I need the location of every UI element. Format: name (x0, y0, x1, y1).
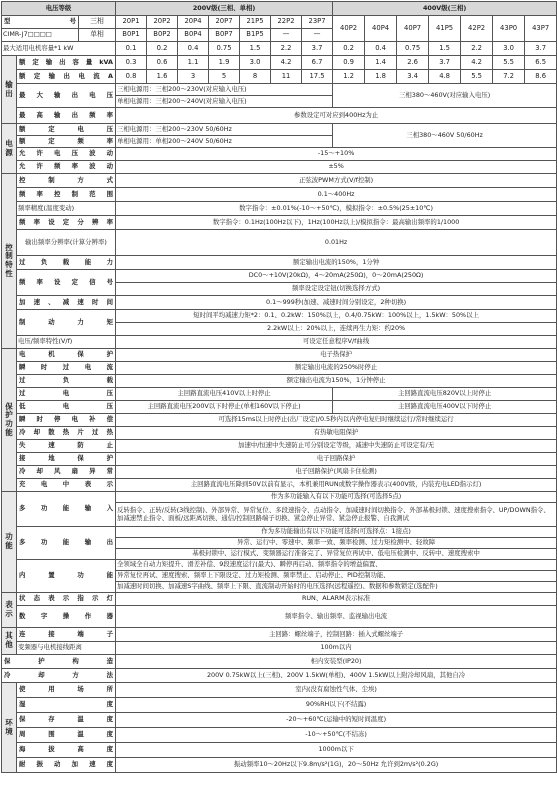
spec-value: 2.2 (461, 42, 493, 56)
spec-value: 2.2 (271, 42, 302, 56)
model-code: 20P1 (116, 16, 147, 29)
spec-value: 0.6 (147, 56, 178, 70)
spec-value: 1.6 (147, 70, 178, 84)
heatsink-value: 有热敏电阻保护 (116, 427, 557, 440)
spec-value: 4.2 (461, 56, 493, 70)
spec-value: 3.7 (429, 56, 461, 70)
spec-value: 17.5 (302, 70, 333, 84)
location-value: 室内(没有腐蚀性气体、尘埃) (116, 683, 557, 698)
section-functions: 功能 (2, 492, 17, 593)
operator-label: 数字操作器 (17, 606, 116, 628)
standard-func-label: 内置功能 (17, 560, 116, 593)
freq-fluct-label: 允许频率波动 (17, 161, 116, 174)
status-lamp-label: 状态表示指示灯 (17, 593, 116, 606)
motor-protect-value: 电子热保护 (116, 349, 557, 362)
spec-value: 11 (271, 70, 302, 84)
braking-value-b: 2.2kW以上：20%以上，连续再生力矩：约20% (116, 323, 557, 336)
overcurrent-value: 额定输出电流的250%时停止 (116, 362, 557, 375)
overload-protect-label: 过负载 (17, 375, 116, 388)
undervoltage-200: 主回路直流电压200V以下时停止(单相160V以下停止) (116, 401, 333, 414)
cooling-label: 冷却方法 (2, 669, 116, 683)
overvoltage-400: 主回路直流电压820V以上时停止 (333, 388, 557, 401)
cooling-value: 200V 0.75kW以上(三相)、200V 1.5kW(单相)、400V 1.5kW以上附冷却风扇，其他自冷 (116, 669, 557, 683)
model-code: B0P1 (116, 29, 147, 42)
section-environment: 环境 (2, 683, 17, 773)
vf-label: 电压/频率特性(V/f) (17, 336, 116, 349)
ambient-temp-value: -10～+50℃(不结冻) (116, 728, 557, 743)
set-resolution-label: 频率设定分辨率 (17, 216, 116, 230)
spec-value: 3.7 (525, 42, 557, 56)
charge-label: 充电中表示 (17, 479, 116, 492)
spec-value: 7.2 (493, 70, 525, 84)
max-freq-label: 最高输出频率 (17, 108, 116, 124)
spec-value: 0.1 (116, 42, 147, 56)
spec-value: 0.2 (333, 42, 365, 56)
freq-range-value: 0.1～400Hz (116, 188, 557, 202)
inputs-value-b: 反转指令、正转/反转(3线控制)、外部异常、异常复位、多段速指令、点动指令、加减速时间切换指令、外部基极封锁、速度搜索指令、UP/DOWN指令、加减速禁止指令、面板/远距离切换、通信/控制回路端子切换、紧急停止异常、紧急停止报警、自我测试 (116, 503, 557, 527)
spec-value: 4.8 (429, 70, 461, 84)
wiring-value: 100m以内 (116, 642, 557, 655)
model-code: 20P4 (178, 16, 209, 29)
spec-value: 1.9 (209, 56, 240, 70)
model-code: B0P2 (147, 29, 178, 42)
rated-400: 三相380～460V 50/60Hz (333, 124, 557, 148)
rated-200-single: 单相电源用：单相200～240V 50/60Hz (116, 136, 333, 148)
model-code: 41P5 (429, 16, 461, 42)
control-method-value: 正弦波PWM方式(V/f控制) (116, 174, 557, 188)
model-prefix: CIMR-J7□□□□ (2, 29, 79, 42)
max-voltage-200-single: 单相电源用：三相200～240V(对应输入电压) (116, 96, 333, 108)
model-code: 22P2 (271, 16, 302, 29)
spec-value: 1.4 (365, 56, 397, 70)
model-code: — (271, 29, 302, 42)
location-label: 使用场所 (17, 683, 116, 698)
outputs-value-b: 异常、运行中、零速中、频率一致、频率检测、过力矩检测中、轻故障 (116, 538, 557, 549)
single-phase-label: 单相 (79, 29, 116, 42)
section-control: 控制特性 (2, 174, 17, 349)
inputs-label: 多功能输入 (17, 492, 116, 527)
spec-table (1, 1, 557, 773)
standard-func-a: 全领域全自动力矩提升、滑差补偿、9段速度运行(最大)、瞬停再启动、频率指令的增益偏置、 (116, 560, 557, 571)
max-voltage-label: 最大输出电压 (17, 84, 116, 108)
model-code: 42P2 (461, 16, 493, 42)
current-label: 额定输出电流A (17, 70, 116, 84)
wiring-label: 变频器与电机接线距离 (17, 642, 116, 655)
model-code: B0P7 (209, 29, 240, 42)
voltage-class-label: 电压等级 (2, 2, 116, 16)
enclosure-label: 保护构造 (2, 655, 116, 669)
max-freq-value: 参数设定可对应到400Hz为止 (116, 108, 557, 124)
group-400v: 400V级(三相) (333, 2, 557, 16)
spec-value: 1.1 (178, 56, 209, 70)
out-resolution-value: 0.01Hz (116, 230, 557, 256)
braking-label: 制动力矩 (17, 310, 116, 336)
outputs-value-c: 基极封锁中、运行模式、变频器运行准备完了、异常复位再试中、低电压检测中、反转中、速度搜索中 (116, 549, 557, 560)
spec-value: 8.6 (525, 70, 557, 84)
freq-accuracy-value: 数字指令：±0.01%(-10～+50℃)，模拟指令：±0.5%(25±10℃) (116, 202, 557, 216)
operator-value: 频率指令、输出频率、监视输出电流 (116, 606, 557, 628)
spec-value: 5.5 (461, 70, 493, 84)
overvoltage-200: 主回路直流电压410V以上时停止 (116, 388, 333, 401)
spec-value: 0.9 (333, 56, 365, 70)
section-other: 其他 (2, 628, 17, 655)
group-200v: 200V级(三相、单相) (116, 2, 333, 16)
max-voltage-400: 三相380～460V(对应输入电压) (333, 84, 557, 108)
stall-value: 加速中/恒速中失速防止可分别设定等级，减速中失速防止可设定有/无 (116, 440, 557, 453)
section-output: 输出 (2, 56, 17, 124)
spec-value: 0.3 (116, 56, 147, 70)
braking-value-a: 短时间平均减速力矩*2：0.1、0.2kW：150%以上，0.4/0.75kW：100%以上，1.5kW：50%以上 (116, 310, 557, 323)
model-label: 型号 (2, 16, 79, 29)
spec-value: 3.4 (397, 70, 429, 84)
terminals-label: 连接端子 (17, 628, 116, 642)
freq-accuracy-label: 频率精度(温度变动) (17, 202, 116, 216)
model-code: B0P4 (178, 29, 209, 42)
storage-temp-value: -20～+60℃(运输中的短时间温度) (116, 713, 557, 728)
enclosure-value: 柜内安装型(IP20) (116, 655, 557, 669)
status-lamp-value: RUN、ALARM表示标准 (116, 593, 557, 606)
outputs-label: 多功能输出 (17, 527, 116, 560)
capacity-label: 额定输出容量kVA (17, 56, 116, 70)
standard-func-c: 加减速时间切换、加减速S字曲线、频率上下限、直流制动开始时的电压选择(远程遥控)、数据和参数锁定(选配件) (116, 582, 557, 593)
section-power: 电源 (2, 124, 17, 174)
control-method-label: 控制方式 (17, 174, 116, 188)
accel-label: 加速、减速时间 (17, 296, 116, 310)
fan-value: 电子回路保护(风扇卡住检测) (116, 466, 557, 479)
spec-value: 1.5 (240, 42, 271, 56)
overload-label: 过负载能力 (17, 256, 116, 270)
humidity-value: 90%RH以下(不结露) (116, 698, 557, 713)
overcurrent-label: 瞬时过电流 (17, 362, 116, 375)
spec-value: 1.5 (429, 42, 461, 56)
humidity-label: 湿度 (17, 698, 116, 713)
spec-value: 8 (240, 70, 271, 84)
vf-value: 可设定任意程序V/f曲线 (116, 336, 557, 349)
voltage-fluct-value: -15～+10% (116, 148, 557, 161)
spec-value: 0.8 (116, 70, 147, 84)
model-code: 21P5 (240, 16, 271, 29)
model-code: B1P5 (240, 29, 271, 42)
vibration-value: 振动频率10～20Hz以下9.8m/s²(1G)，20～50Hz 允许到2m/s²(0.2G) (116, 758, 557, 773)
spec-value: 0.4 (365, 42, 397, 56)
model-code: 40P7 (397, 16, 429, 42)
spec-value: 6.5 (525, 56, 557, 70)
ground-label: 接地保护 (17, 453, 116, 466)
model-code: 23P7 (302, 16, 333, 29)
spec-value: 5 (209, 70, 240, 84)
rated-voltage-label: 额定电压 (17, 124, 116, 136)
charge-value: 主回路直流电压降到50V以前有显示，本机兼用RUN或数字操作器表示(400V级，内装充电LED指示灯) (116, 479, 557, 492)
overload-protect-value: 额定输出电流为150%，1分钟停止 (116, 375, 557, 388)
model-code: 40P2 (333, 16, 365, 42)
spec-value: 0.2 (147, 42, 178, 56)
freq-fluct-value: ±5% (116, 161, 557, 174)
spec-value: 0.75 (397, 42, 429, 56)
terminals-value: 主回路：螺丝端子，控制回路：插入式螺丝端子 (116, 628, 557, 642)
stall-label: 失速防止 (17, 440, 116, 453)
freq-signal-value-b: 频率设定设定钮(切换选择方式) (116, 283, 557, 296)
altitude-label: 海拔高度 (17, 743, 116, 758)
voltage-fluct-label: 允许电压波动 (17, 148, 116, 161)
ambient-temp-label: 周围温度 (17, 728, 116, 743)
spec-value: 4.2 (271, 56, 302, 70)
model-code: 43P0 (493, 16, 525, 42)
spec-value: 3.7 (302, 42, 333, 56)
undervoltage-400: 主回路直流电压400V以下时停止 (333, 401, 557, 414)
model-code: 20P7 (209, 16, 240, 29)
spec-value: 6.7 (302, 56, 333, 70)
vibration-label: 耐振动加速度 (17, 758, 116, 773)
spec-value: 2.6 (397, 56, 429, 70)
spec-value: 3.0 (240, 56, 271, 70)
overvoltage-label: 过电压 (17, 388, 116, 401)
max-voltage-200-three: 三相电源用：三相200～230V(对应输入电压) (116, 84, 333, 96)
accel-value: 0.1～999秒(加速、减速时间分别设定，2种切换) (116, 296, 557, 310)
power-loss-label: 瞬时停电补偿 (17, 414, 116, 427)
spec-value: 3 (178, 70, 209, 84)
inputs-value-a: 作为多功能输入有以下功能可选择(可选择5点) (116, 492, 557, 503)
undervoltage-label: 低电压 (17, 401, 116, 414)
three-phase-label: 三相 (79, 16, 116, 29)
model-code: 40P4 (365, 16, 397, 42)
set-resolution-value: 数字指令：0.1Hz(100Hz以下)，1Hz(100Hz以上)/模拟指令：最高输出频率的1/1000 (116, 216, 557, 230)
fan-label: 冷却风扇异常 (17, 466, 116, 479)
model-code: — (302, 29, 333, 42)
model-code: 43P7 (525, 16, 557, 42)
spec-value: 3.0 (493, 42, 525, 56)
overload-value: 额定输出电流的150%，1分钟 (116, 256, 557, 270)
freq-range-label: 频率控制范围 (17, 188, 116, 202)
ground-value: 电子回路保护 (116, 453, 557, 466)
freq-signal-label: 频率设定信号 (17, 270, 116, 296)
spec-value: 1.2 (333, 70, 365, 84)
motor-protect-label: 电机保护 (17, 349, 116, 362)
out-resolution-label: 输出频率分辨率(计算分辨率) (17, 230, 116, 256)
spec-value: 0.4 (178, 42, 209, 56)
spec-value: 1.8 (365, 70, 397, 84)
power-loss-value: 可选择15ms以上时停止(出厂设定)/0.5秒内以内停电复归时继续运行/常时继续运行 (116, 414, 557, 427)
max-motor-label: 最大适用电机容量*1 kW (2, 42, 116, 56)
spec-value: 5.5 (493, 56, 525, 70)
heatsink-label: 冷却散热片过热 (17, 427, 116, 440)
rated-200-three: 三相电源用：三相200～230V 50/60Hz (116, 124, 333, 136)
section-protection: 保护功能 (2, 349, 17, 492)
outputs-value-a: 作为多功能输出有以下功能可选择(可选择点：1接点) (116, 527, 557, 538)
spec-value: 0.75 (209, 42, 240, 56)
standard-func-b: 异常复位再试、速度搜索、频率上下限设定、过力矩检测、频率禁止、启动停止、PID控制功能、 (116, 571, 557, 582)
model-code: 20P2 (147, 16, 178, 29)
storage-temp-label: 保存温度 (17, 713, 116, 728)
altitude-value: 1000m以下 (116, 743, 557, 758)
rated-freq-label: 额定频率 (17, 136, 116, 148)
freq-signal-value-a: DC0～+10V(20kΩ)，4～20mA(250Ω)，0～20mA(250Ω) (116, 270, 557, 283)
section-display: 表示 (2, 593, 17, 628)
